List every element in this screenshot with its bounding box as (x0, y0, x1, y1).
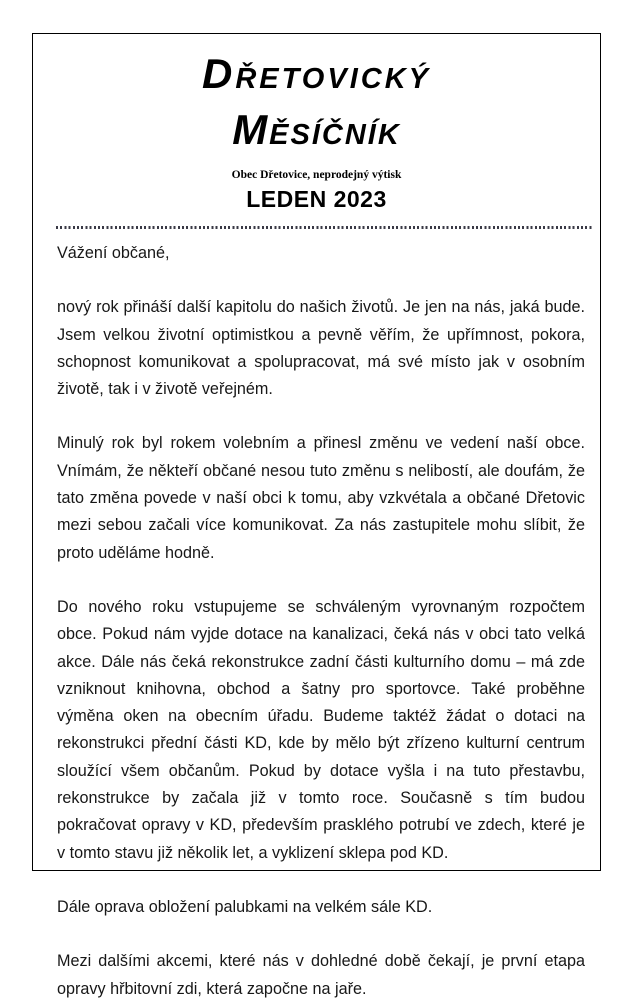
newsletter-page (32, 33, 601, 998)
salutation: Vážení občané, (57, 244, 170, 262)
newsletter-title-line-1: Dřetovický (202, 50, 431, 97)
issue-date: LEDEN 2023 (246, 186, 387, 212)
newsletter-title-line-2: Měsíčník (232, 106, 401, 153)
body-paragraph-5: Mezi dalšími akcemi, které nás v dohledné době čekají, je první etapa opravy hřbitovní zdi, která započne na jaře. (57, 952, 585, 998)
page-inner (33, 34, 600, 998)
article-body (57, 229, 585, 1003)
body-paragraph-4: Dále oprava obložení palubkami na velkém sále KD. (57, 897, 433, 916)
body-paragraph-3: Do nového roku vstupujeme se schváleným vyrovnaným rozpočtem obce. Pokud nám vyjde dotace na kanalizaci, čeká nás v obci tato velká akce. Dále nás čeká rekonstrukce zadní části kulturního domu – má zde vzniknout knihovna, obchod a šatny pro sportovce. Také proběhne výměna oken na obecním úřadu. Budeme taktéž žádat o dotaci na rekonstrukci přední části KD, kde by mělo být zřízeno kulturní centrum sloužící všem občanům. Pokud by dotace vyšla i na tuto přestavbu, rekonstrukce by začala již v tomto roce. Současně s tím budou pokračovat opravy v KD, především prasklého potrubí ve zdech, které je v tomto stavu již několik let, a vyklizení sklepa pod KD. (57, 597, 585, 862)
masthead (46, 34, 587, 213)
body-paragraph-1: nový rok přináší další kapitolu do našich životů. Je jen na nás, jaká bude. Jsem velkou životní optimistkou a pevně věřím, že upřímnost, pokora, schopnost komunikovat a spolupracovat, má své místo jak v osobním životě, tak i v životě veřejném. (57, 298, 585, 399)
body-paragraph-2: Minulý rok byl rokem volebním a přinesl změnu ve vedení naší obce. Vnímám, že někteří občané nesou tuto změnu s nelibostí, ale doufám, že tato změna povede v naší obci k tomu, aby vzkvétala a občané Dřetovic mezi sebou začali více komunikovat. Za nás zastupitele mohu slíbit, že proto uděláme hodně. (57, 434, 585, 562)
imprint-line: Obec Dřetovice, neprodejný výtisk (231, 169, 402, 181)
